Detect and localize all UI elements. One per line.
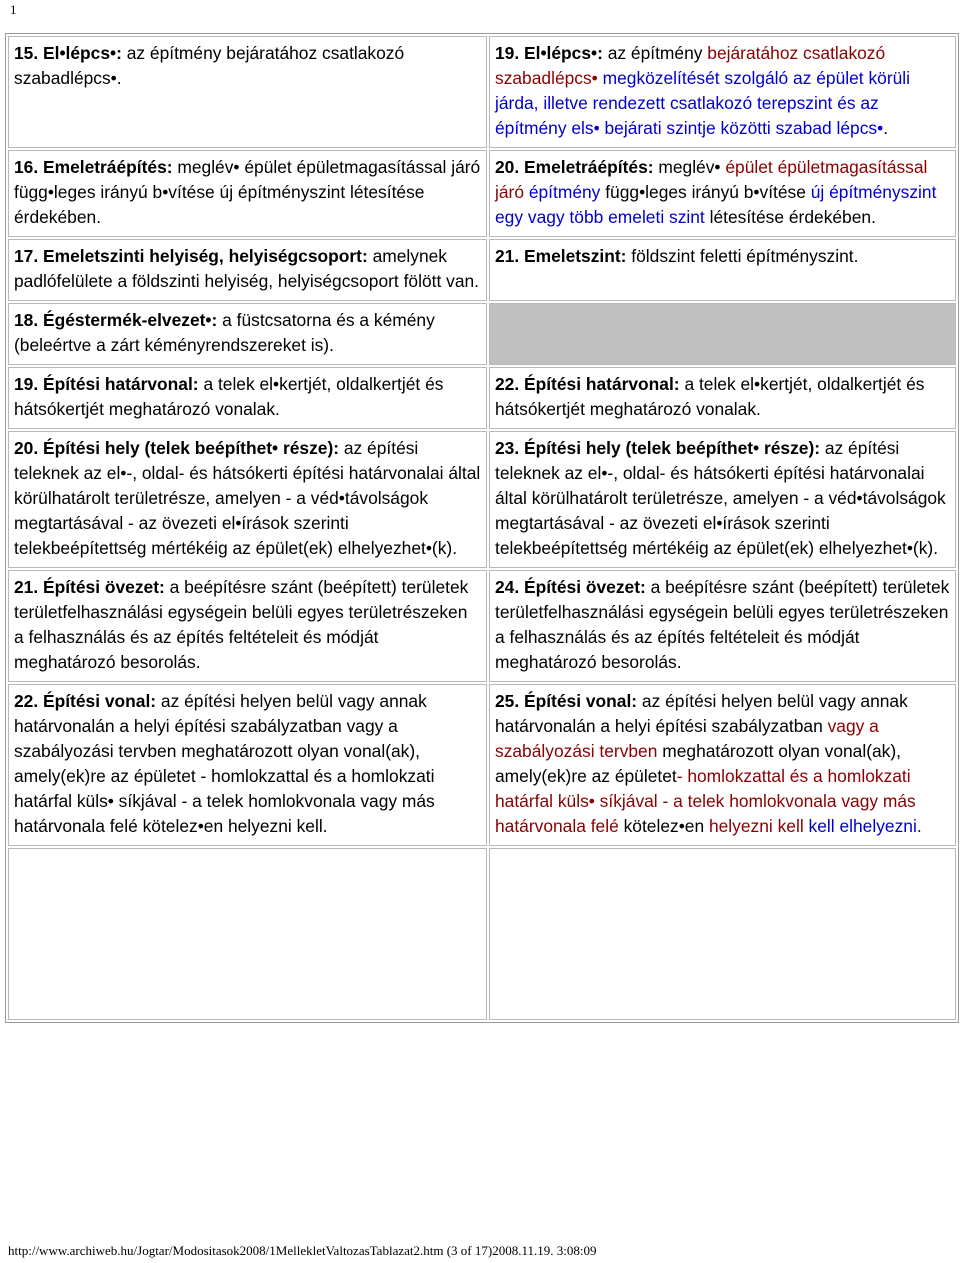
table-row: [8, 150, 956, 237]
definition-text: az építési helyen belül vagy annak határvonalán a helyi építési szabályzatban: [495, 691, 908, 736]
page-number: 1: [10, 2, 17, 17]
definition-text: az építési helyen belül vagy annak határvonalán a helyi építési szabályzatban vagy a szabályozási tervben meghatározott olyan vonal(ak), amely(ek)re az épületet - homlokzattal és a homlokzati határfal küls• síkjával - a telek homlokvonala vagy más határvonala felé kötelez•en helyezni kell.: [14, 691, 435, 836]
table-row: [8, 431, 956, 568]
page-footer-url: http://www.archiweb.hu/Jogtar/Modositasok2008/1MellekletValtozasTablazat2.htm (3 of 17)2008.11.19. 3:08:09: [8, 1243, 597, 1258]
term-heading: 16. Emeletráépítés:: [14, 157, 173, 177]
term-heading: 24. Építési övezet:: [495, 577, 646, 597]
term-heading: 20. Építési hely (telek beépíthet• része):: [14, 438, 340, 458]
blank-cell: [489, 848, 956, 1020]
definition-text: épület épületmagasítással járó: [495, 157, 928, 202]
definition-text: meghatározott olyan vonal(ak), amely(ek)re az épületet: [495, 741, 902, 786]
definition-text: megközelítését szolgáló az épület körüli járda, illetve rendezett csatlakozó terepszint és az építmény els• bejárati szintje közötti szabad lépcs•: [495, 68, 911, 138]
definition-text: új építményszint: [810, 182, 937, 202]
blank-row: [8, 848, 956, 1020]
term-heading: 23. Építési hely (telek beépíthet• része):: [495, 438, 821, 458]
definition-text: egy vagy több emeleti szint: [495, 207, 705, 227]
definition-text: - homlokzattal és a homlokzati határfal küls• síkjával - a telek homlokvonala vagy más határvonala felé: [495, 766, 916, 836]
definition-text: vagy a szabályozási tervben: [495, 716, 879, 761]
definition-text: az építmény: [602, 43, 708, 63]
original-definition-cell: [8, 303, 487, 365]
amended-definition-cell: [489, 431, 956, 568]
definition-text: meglév• épület épületmagasítással járó függ•leges irányú b•vítése új építményszint létesítése érdekében.: [14, 157, 481, 227]
empty-gray-cell: [489, 303, 956, 365]
definition-text: meglév•: [653, 157, 726, 177]
term-heading: 21. Építési övezet:: [14, 577, 165, 597]
term-heading: 17. Emeletszinti helyiség, helyiségcsoport:: [14, 246, 368, 266]
definition-text: kell elhelyezni.: [808, 816, 922, 836]
table-row: [8, 303, 956, 365]
term-heading: 22. Építési határvonal:: [495, 374, 680, 394]
amended-definition-cell: [489, 570, 956, 682]
definition-text: a telek el•kertjét, oldalkertjét és hátsókertjét meghatározó vonalak.: [14, 374, 444, 419]
definition-text: amelynek padlófelülete a földszinti helyiség, helyiségcsoport fölött van.: [14, 246, 479, 291]
original-definition-cell: [8, 684, 487, 846]
definition-text: bejáratához csatlakozó szabadlépcs•: [495, 43, 886, 88]
definition-text: a füstcsatorna és a kémény (beleértve a zárt kéményrendszereket is).: [14, 310, 435, 355]
definition-text: a telek el•kertjét, oldalkertjét és hátsókertjét meghatározó vonalak.: [495, 374, 925, 419]
definition-text: az építmény bejáratához csatlakozó szabadlépcs•.: [14, 43, 405, 88]
term-heading: 21. Emeletszint:: [495, 246, 627, 266]
table-row: [8, 570, 956, 682]
comparison-table: [5, 33, 959, 1023]
definition-text: helyezni kell: [708, 816, 804, 836]
amended-definition-cell: [489, 239, 956, 301]
definition-text: építmény: [528, 182, 601, 202]
original-definition-cell: [8, 239, 487, 301]
term-heading: 15. El•lépcs•:: [14, 43, 122, 63]
term-heading: 20. Emeletráépítés:: [495, 157, 654, 177]
original-definition-cell: [8, 570, 487, 682]
definition-text: a beépítésre szánt (beépített) területek területfelhasználási egységein belüli egyes területrészeken a felhasználás és az építés feltételeit és módját meghatározó besorolás.: [495, 577, 950, 672]
original-definition-cell: [8, 150, 487, 237]
table-row: [8, 239, 956, 301]
definition-text: az építési teleknek az el•-, oldal- és hátsókerti építési határvonalai által körülhatárolt területrésze, amelyen - a véd•távolságok megtartásával - az övezeti el•írások szerinti telekbeépítettség mértékéig az épület(ek) elhelyezhet•(k).: [14, 438, 481, 558]
amended-definition-cell: [489, 36, 956, 148]
table-row: [8, 367, 956, 429]
term-heading: 22. Építési vonal:: [14, 691, 157, 711]
definition-text: létesítése érdekében.: [704, 207, 876, 227]
table-row: [8, 684, 956, 846]
definition-text: kötelez•en: [618, 816, 709, 836]
definition-text: az építési teleknek az el•-, oldal- és hátsókerti építési határvonalai által körülhatárolt területrésze, amelyen - a véd•távolságok megtartásával - az övezeti el•írások szerinti telekbeépítettség mértékéig az épület(ek) elhelyezhet•(k).: [495, 438, 946, 558]
term-heading: 25. Építési vonal:: [495, 691, 638, 711]
term-heading: 19. Építési határvonal:: [14, 374, 199, 394]
term-heading: 18. Égéstermék-elvezet•:: [14, 310, 218, 330]
term-heading: 19. El•lépcs•:: [495, 43, 603, 63]
table-row: [8, 36, 956, 148]
definition-text: .: [883, 118, 889, 138]
definition-text: földszint feletti építményszint.: [626, 246, 859, 266]
amended-definition-cell: [489, 367, 956, 429]
definition-text: a beépítésre szánt (beépített) területek területfelhasználási egységein belüli egyes területrészeken a felhasználás és az építés feltételeit és módját meghatározó besorolás.: [14, 577, 469, 672]
definition-text: függ•leges irányú b•vítése: [600, 182, 811, 202]
amended-definition-cell: [489, 684, 956, 846]
amended-definition-cell: [489, 150, 956, 237]
original-definition-cell: [8, 36, 487, 148]
blank-cell: [8, 848, 487, 1020]
original-definition-cell: [8, 367, 487, 429]
original-definition-cell: [8, 431, 487, 568]
